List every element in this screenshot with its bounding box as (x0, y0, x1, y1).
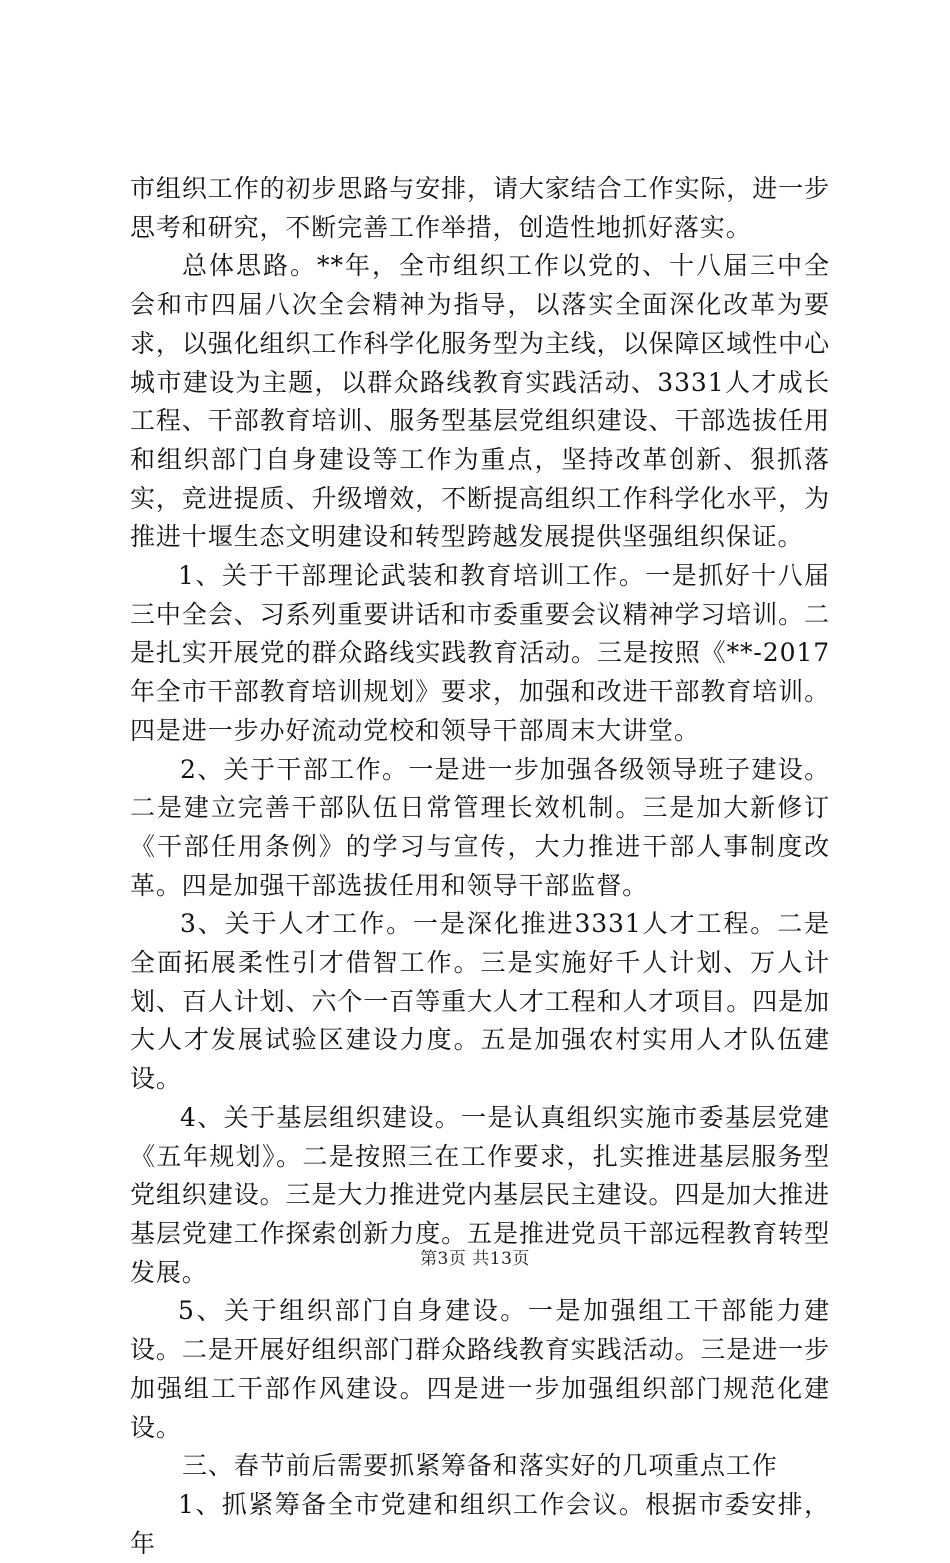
paragraph-item-1-training: 1、关于干部理论武装和教育培训工作。一是抓好十八届三中全会、习系列重要讲话和市委重要会议精神学习培训。二是扎实开展党的群众路线实践教育活动。三是按照《**-2017年全市干部教育培训规划》要求，加强和改进干部教育培训。四是进一步办好流动党校和领导干部周末大讲堂。 (130, 561, 830, 745)
page-number-label: 第3页 共13页 (420, 1249, 530, 1269)
paragraph-continuation: 市组织工作的初步思路与安排，请大家结合工作实际，进一步思考和研究，不断完善工作举措，创造性地抓好落实。 (130, 174, 830, 242)
paragraph-item-2-cadres: 2、关于干部工作。一是进一步加强各级领导班子建设。二是建立完善干部队伍日常管理长效机制。三是加大新修订《干部任用条例》的学习与宣传，大力推进干部人事制度改革。四是加强干部选拔任用和领导干部监督。 (130, 754, 830, 900)
paragraph-item-4-grassroots: 4、关于基层组织建设。一是认真组织实施市委基层党建《五年规划》。二是按照三在工作要求，扎实推进基层服务型党组织建设。三是大力推进党内基层民主建设。四是加大推进基层党建工作探索创新力度。五是推进党员干部远程教育转型发展。 (130, 1102, 830, 1287)
paragraph-key-task-1: 1、抓紧筹备全市党建和组织工作会议。根据市委安排，年 (130, 1489, 830, 1558)
section-heading-three: 三、春节前后需要抓紧筹备和落实好的几项重点工作 (182, 1451, 778, 1481)
paragraph-overall-approach: 总体思路。**年，全市组织工作以党的、十八届三中全会和市四届八次全会精神为指导，以落实全面深化改革为要求，以强化组织工作科学化服务型为主线，以保障区域性中心城市建设为主题，以群众路线教育实践活动、3331人才成长工程、干部教育培训、服务型基层党组织建设、干部选拔任用和组织部门自身建设等工作为重点，坚持改革创新、狠抓落实，竞进提质、升级增效，不断提高组织工作科学化水平，为推进十堰生态文明建设和转型跨越发展提供坚强组织保证。 (130, 251, 830, 552)
paragraph-item-5-self-building: 5、关于组织部门自身建设。一是加强组工干部能力建设。二是开展好组织部门群众路线教育实践活动。三是进一步加强组工干部作风建设。四是进一步加强组织部门规范化建设。 (130, 1296, 830, 1442)
page-footer (0, 1244, 950, 1269)
paragraph-item-3-talent: 3、关于人才工作。一是深化推进3331人才工程。二是全面拓展柔性引才借智工作。三是实施好千人计划、万人计划、百人计划、六个一百等重大人才工程和人才项目。四是加大人才发展试验区建设力度。五是加强农村实用人才队伍建设。 (130, 909, 830, 1094)
document-body (130, 170, 830, 1563)
